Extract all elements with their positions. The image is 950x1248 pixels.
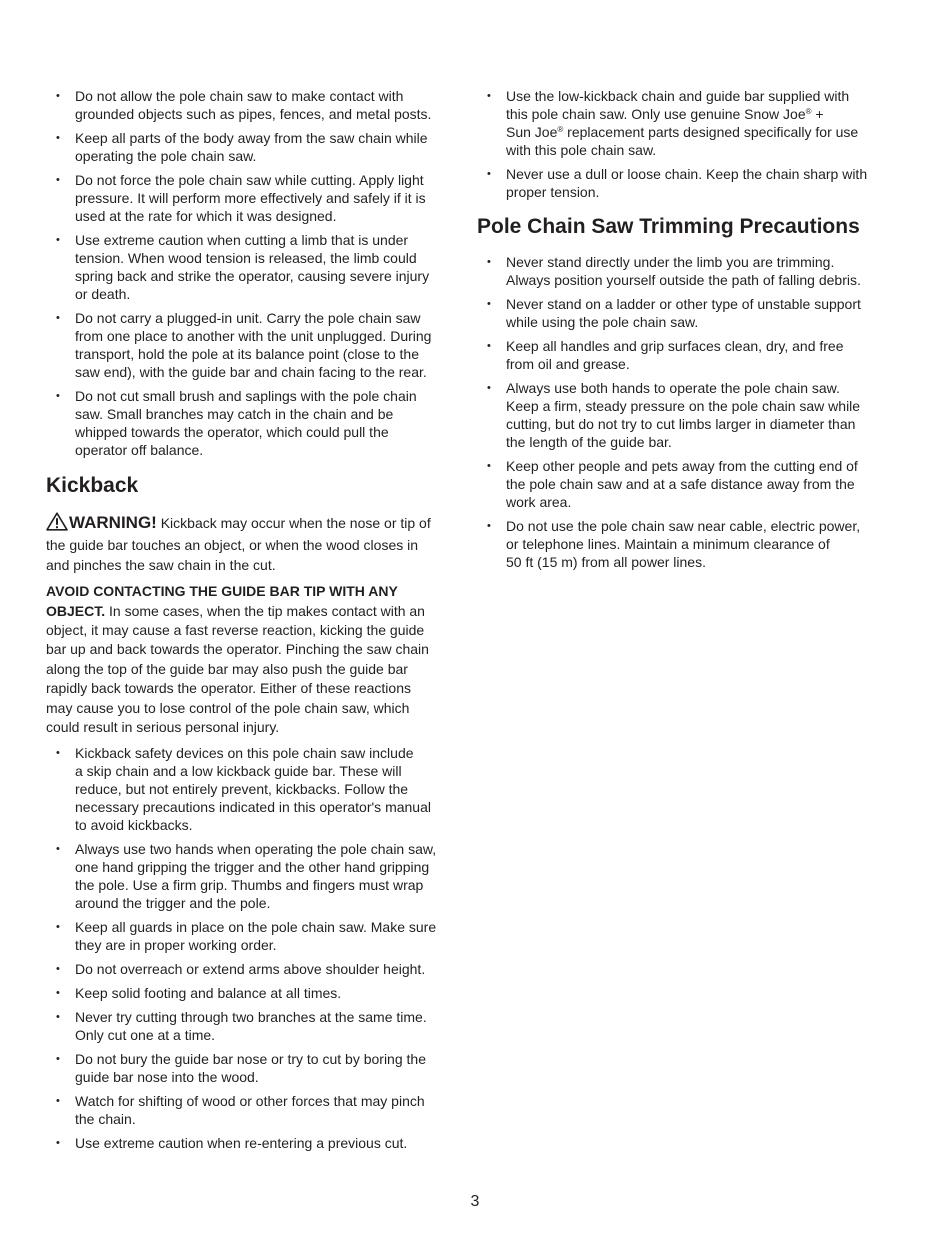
warning-label: WARNING! [69, 513, 157, 532]
bullet: • [487, 256, 491, 268]
bullet: • [487, 520, 491, 532]
registered-mark: ® [557, 125, 564, 134]
list-item: • Kickback safety devices on this pole chain saw include a skip chain and a low kickback guide bar. These will reduce, but not entirely prevent, kickbacks. Follow the necessary precautions indicated in this operator's manual to avoid kickbacks. [56, 745, 431, 834]
bullet: • [56, 312, 60, 324]
list-item: • Keep solid footing and balance at all times. [56, 985, 342, 1002]
avoid-contact-paragraph [46, 582, 456, 737]
list-item: • Use the low-kickback chain and guide bar supplied with this pole chain saw. Only use genuine Snow Joe® + Sun Joe® replacement parts designed specifically for use with this pole chain saw. [487, 88, 859, 158]
kickback-list [46, 744, 456, 1152]
list-item: • Do not allow the pole chain saw to make contact with grounded objects such as pipes, fences, and metal posts. [56, 88, 432, 122]
kickback-heading: Kickback [46, 474, 139, 497]
list-item: • Never use a dull or loose chain. Keep the chain sharp with proper tension. [487, 166, 868, 200]
safety-list-top [46, 87, 456, 459]
list-item: • Never stand on a ladder or other type of unstable support while using the pole chain saw. [487, 296, 861, 330]
bullet: • [56, 132, 60, 144]
bullet: • [56, 921, 60, 934]
list-item: • Do not force the pole chain saw while cutting. Apply light pressure. It will perform more effectively and safely if it is used at the rate for which it was designed. [56, 172, 426, 224]
bullet: • [487, 340, 491, 352]
avoid-contact-lead: AVOID CONTACTING THE GUIDE BAR TIP WITH ANY OBJECT. [46, 583, 398, 619]
trimming-precautions-heading: Pole Chain Saw Trimming Precautions [477, 215, 860, 238]
registered-mark: ® [805, 107, 812, 116]
bullet: • [487, 90, 491, 102]
page-number: 3 [470, 1193, 480, 1210]
bullet: • [487, 298, 491, 310]
bullet: • [56, 1137, 60, 1150]
list-item: • Never stand directly under the limb you are trimming. Always position yourself outside the path of falling debris. [487, 254, 861, 288]
warning-paragraph [46, 512, 456, 575]
bullet: • [56, 987, 60, 1000]
list-item: • Do not carry a plugged-in unit. Carry the pole chain saw from one place to another with the unit unplugged. During transport, hold the pole at its balance point (close to the saw end), with the guide bar and chain facing to the rear. [56, 310, 432, 380]
list-item: • Always use two hands when operating the pole chain saw, one hand gripping the trigger and the other hand gripping the pole. Use a firm grip. Thumbs and fingers must wrap around the trigger and the pole. [56, 841, 437, 912]
list-item: • Always use both hands to operate the pole chain saw. Keep a firm, steady pressure on the pole chain saw while cutting, but do not try to cut limbs larger in diameter than the length of the guide bar. [487, 380, 861, 450]
list-item: • Use extreme caution when cutting a limb that is under tension. When wood tension is released, the limb could spring back and strike the operator, causing severe injury or death. [56, 232, 430, 302]
list-item: • Do not cut small brush and saplings with the pole chain saw. Small branches may catch in the chain and be whipped towards the operator, which could pull the operator off balance. [56, 388, 417, 458]
bullet: • [56, 963, 60, 976]
bullet: • [56, 174, 60, 186]
bullet: • [487, 382, 491, 394]
bullet: • [56, 234, 60, 246]
bullet: • [56, 1095, 60, 1108]
bullet: • [56, 843, 60, 856]
warning-text: Kickback may occur when the nose or tip of the guide bar touches an object, or when the wood closes in and pinches the saw chain in the cut. [46, 515, 431, 573]
list-item: • Keep all parts of the body away from the saw chain while operating the pole chain saw. [56, 130, 428, 164]
chain-list-top [477, 87, 887, 201]
bullet: • [56, 390, 60, 402]
list-item: • Use extreme caution when re-entering a previous cut. [56, 1135, 408, 1152]
list-item: • Keep other people and pets away from the cutting end of the pole chain saw and at a safe distance away from the work area. [487, 458, 858, 510]
list-item: • Do not bury the guide bar nose or try to cut by boring the guide bar nose into the wood. [56, 1051, 426, 1086]
list-item: • Watch for shifting of wood or other forces that may pinch the chain. [56, 1093, 425, 1128]
bullet: • [487, 460, 491, 472]
avoid-contact-text: In some cases, when the tip makes contact with an object, it may cause a fast reverse reaction, kicking the guide bar up and back towards the operator. Pinching the saw chain along the top of the guide bar may also push the guide bar rapidly back towards the operator. Either of these reactions may cause you to lose control of the pole chain saw, which could result in serious personal injury. [46, 602, 429, 736]
left-column [46, 87, 456, 1158]
bullet: • [487, 168, 491, 180]
warning-triangle-icon [46, 512, 68, 536]
list-item: • Do not use the pole chain saw near cable, electric power, or telephone lines. Maintain a minimum clearance of 50 ft (15 m) from all power lines. [487, 518, 861, 570]
list-item: • Do not overreach or extend arms above shoulder height. [56, 961, 426, 978]
bullet: • [56, 747, 60, 760]
list-item: • Keep all handles and grip surfaces clean, dry, and free from oil and grease. [487, 338, 844, 372]
bullet: • [56, 1053, 60, 1066]
list-item: • Keep all guards in place on the pole chain saw. Make sure they are in proper working order. [56, 919, 437, 954]
trimming-list [477, 253, 887, 571]
bullet: • [56, 90, 60, 102]
list-item: • Never try cutting through two branches at the same time. Only cut one at a time. [56, 1009, 427, 1044]
right-column [477, 87, 887, 577]
bullet: • [56, 1011, 60, 1024]
